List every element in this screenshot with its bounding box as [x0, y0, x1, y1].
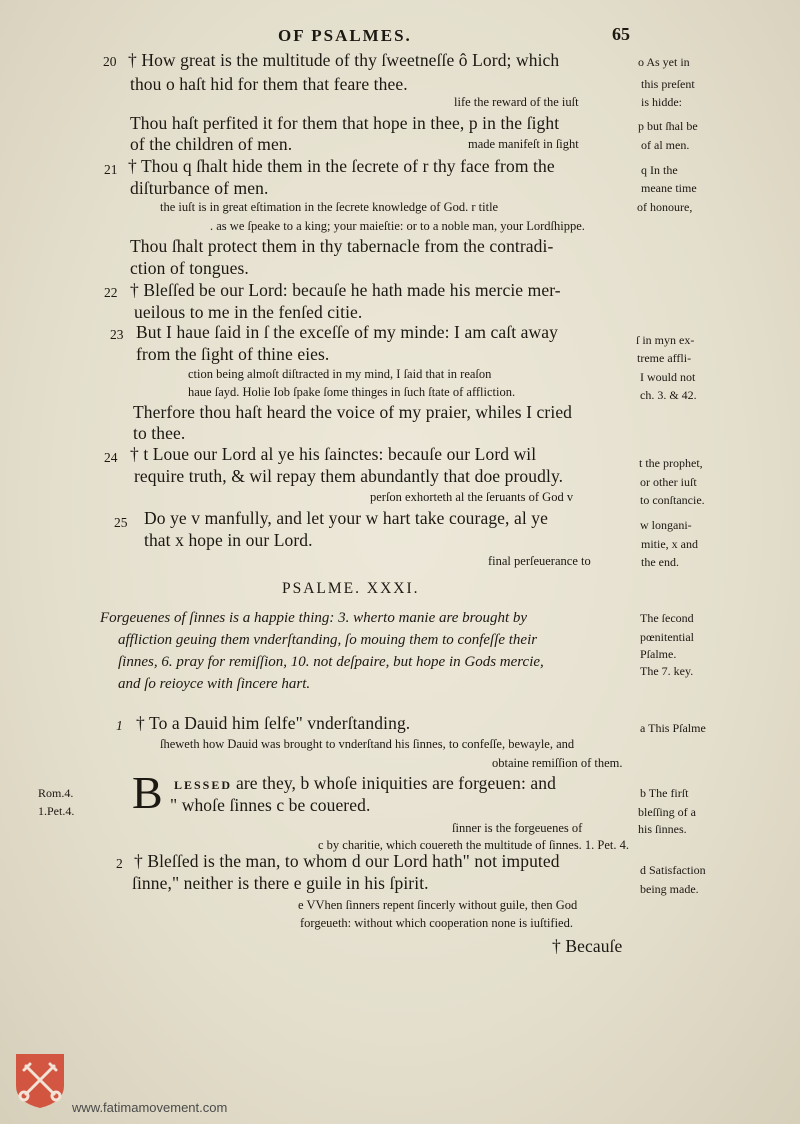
- gloss-text: . as we ſpeake to a king; your maieſtie: or to a noble man, your Lordſhippe.: [210, 219, 585, 233]
- margin-note: The ſecond: [640, 611, 694, 625]
- margin-note: the end.: [641, 555, 679, 569]
- verse-number: 22: [104, 285, 118, 300]
- margin-note: t the prophet,: [639, 456, 703, 470]
- gloss-text: life the reward of the iuſt: [454, 95, 579, 109]
- margin-reference: 1.Pet.4.: [38, 804, 75, 818]
- margin-note: this preſent: [641, 77, 695, 91]
- verse-number: 25: [114, 515, 128, 530]
- margin-note: I would not: [640, 370, 696, 384]
- verse-number: 20: [103, 54, 117, 69]
- verse-text: ction of tongues.: [130, 258, 249, 278]
- verse-text: † How great is the multitude of thy ſweetneſſe ô Lord; which: [128, 50, 560, 70]
- verse-text: thou o haſt hid for them that feare thee.: [130, 74, 408, 94]
- verse-text: diſturbance of men.: [130, 178, 269, 198]
- page-number: 65: [612, 24, 630, 44]
- verse-text: Thou ſhalt protect them in thy tabernacle from the contradi-: [130, 236, 554, 256]
- margin-note: o As yet in: [638, 55, 690, 69]
- margin-note: q In the: [641, 163, 678, 177]
- verse-text: † t Loue our Lord al ye his ſainctes: becauſe our Lord wil: [130, 444, 537, 464]
- margin-note: to conſtancie.: [640, 493, 705, 507]
- psalm-argument: and ſo reioyce with ſincere hart.: [118, 676, 311, 692]
- verse-text: † Bleſſed be our Lord: becauſe he hath made his mercie mer-: [130, 280, 561, 300]
- margin-note: The 7. key.: [640, 664, 694, 678]
- gloss-text: haue ſayd. Holie Iob ſpake ſome thinges in ſuch ſtate of affliction.: [188, 385, 516, 399]
- margin-note: w longani-: [640, 518, 692, 532]
- margin-note: meane time: [641, 181, 697, 195]
- gloss-text: ction being almoſt diſtracted in my mind, I ſaid that in reaſon: [188, 367, 492, 381]
- margin-note: ſ in myn ex-: [636, 333, 695, 347]
- verse-text: ſinne," neither is there e guile in his ſpirit.: [132, 873, 429, 893]
- verse-text: Therfore thou haſt heard the voice of my praier, whiles I cried: [133, 402, 573, 422]
- margin-note: mitie, x and: [641, 537, 698, 551]
- small-caps-word: LESSED: [174, 778, 233, 792]
- gloss-text: e VVhen ſinners repent ſincerly without guile, then God: [298, 898, 578, 912]
- psalm-title: PSALME. XXXI.: [282, 580, 420, 597]
- verse-text: † Thou q ſhalt hide them in the ſecrete of r thy face from the: [128, 156, 555, 176]
- margin-note: a This Pſalme: [640, 721, 706, 735]
- margin-note: his ſinnes.: [638, 822, 687, 836]
- verse-number: 24: [104, 450, 118, 465]
- gloss-text: c by charitie, which couereth the multitude of ſinnes. 1. Pet. 4.: [318, 838, 630, 852]
- verse-number: 23: [110, 327, 124, 342]
- verse-number: 2: [116, 856, 123, 871]
- gloss-text: ſheweth how Dauid was brought to vnderſtand his ſinnes, to confeſſe, bewayle, and: [160, 737, 575, 751]
- verse-text: that x hope in our Lord.: [144, 530, 313, 550]
- margin-note: bleſſing of a: [638, 805, 696, 819]
- verse-text: † Bleſſed is the man, to whom d our Lord hath" not imputed: [134, 851, 560, 871]
- gloss-text: final perſeuerance to: [488, 554, 591, 568]
- verse-text: † To a Dauid him ſelfe" vnderſtanding.: [136, 713, 411, 733]
- verse-text: of the children of men.: [130, 134, 293, 154]
- running-header-title: OF PSALMES.: [278, 26, 412, 45]
- verse-number: 21: [104, 162, 118, 177]
- verse-number: 1: [116, 718, 123, 733]
- margin-note: pœnitential: [640, 630, 694, 644]
- gloss-text: made manifeſt in ſight: [468, 137, 579, 151]
- margin-reference: Rom.4.: [38, 786, 74, 800]
- keys-logo-icon: [12, 1052, 68, 1110]
- margin-note: b The firſt: [640, 786, 689, 800]
- verse-text: require truth, & wil repay them abundantly that doe proudly.: [134, 466, 564, 486]
- margin-note: Pſalme.: [640, 647, 677, 661]
- verse-text: ueilous to me in the fenſed citie.: [134, 302, 363, 322]
- psalm-argument: ſinnes, 6. pray for remiſſion, 10. not deſpaire, but hope in Gods mercie,: [118, 654, 544, 670]
- margin-note: ch. 3. & 42.: [640, 388, 697, 402]
- gloss-text: the iuſt is in great eſtimation in the ſecrete knowledge of God. r title: [160, 200, 499, 214]
- verse-text: But I haue ſaid in ſ the exceſſe of my minde: I am caſt away: [136, 322, 558, 342]
- verse-text: Do ye v manfully, and let your w hart take courage, al ye: [144, 508, 549, 528]
- verse-text: are they, b whoſe iniquities are forgeuen: and: [236, 773, 556, 793]
- gloss-text: obtaine remiſſion of them.: [492, 756, 623, 770]
- website-url: www.fatimamovement.com: [72, 1100, 228, 1115]
- verse-text: " whoſe ſinnes c be couered.: [170, 795, 371, 815]
- catchword: † Becauſe: [552, 936, 623, 956]
- gloss-text: ſinner is the forgeuenes of: [452, 821, 583, 835]
- gloss-text: perſon exhorteth al the ſeruants of God v: [370, 490, 574, 504]
- margin-note: treme affli-: [637, 351, 692, 365]
- psalm-argument: affliction geuing them vnderſtanding, ſo mouing them to confeſſe their: [118, 632, 538, 648]
- margin-note: or other iuſt: [640, 475, 697, 489]
- margin-note: of honoure,: [637, 200, 693, 214]
- verse-text: from the ſight of thine eies.: [136, 344, 330, 364]
- psalm-argument: Forgeuenes of ſinnes is a happie thing: 3. wherto manie are brought by: [100, 610, 528, 626]
- margin-note: being made.: [640, 882, 699, 896]
- margin-note: d Satisfaction: [640, 863, 706, 877]
- margin-note: is hidde:: [641, 95, 682, 109]
- margin-note: of al men.: [641, 138, 690, 152]
- gloss-text: forgeueth: without which cooperation none is iuſtified.: [300, 916, 573, 930]
- drop-cap: B: [132, 767, 163, 818]
- verse-text: Thou haſt perfited it for them that hope in thee, p in the ſight: [130, 113, 560, 133]
- margin-note: p but ſhal be: [638, 119, 698, 133]
- verse-text: to thee.: [133, 423, 186, 443]
